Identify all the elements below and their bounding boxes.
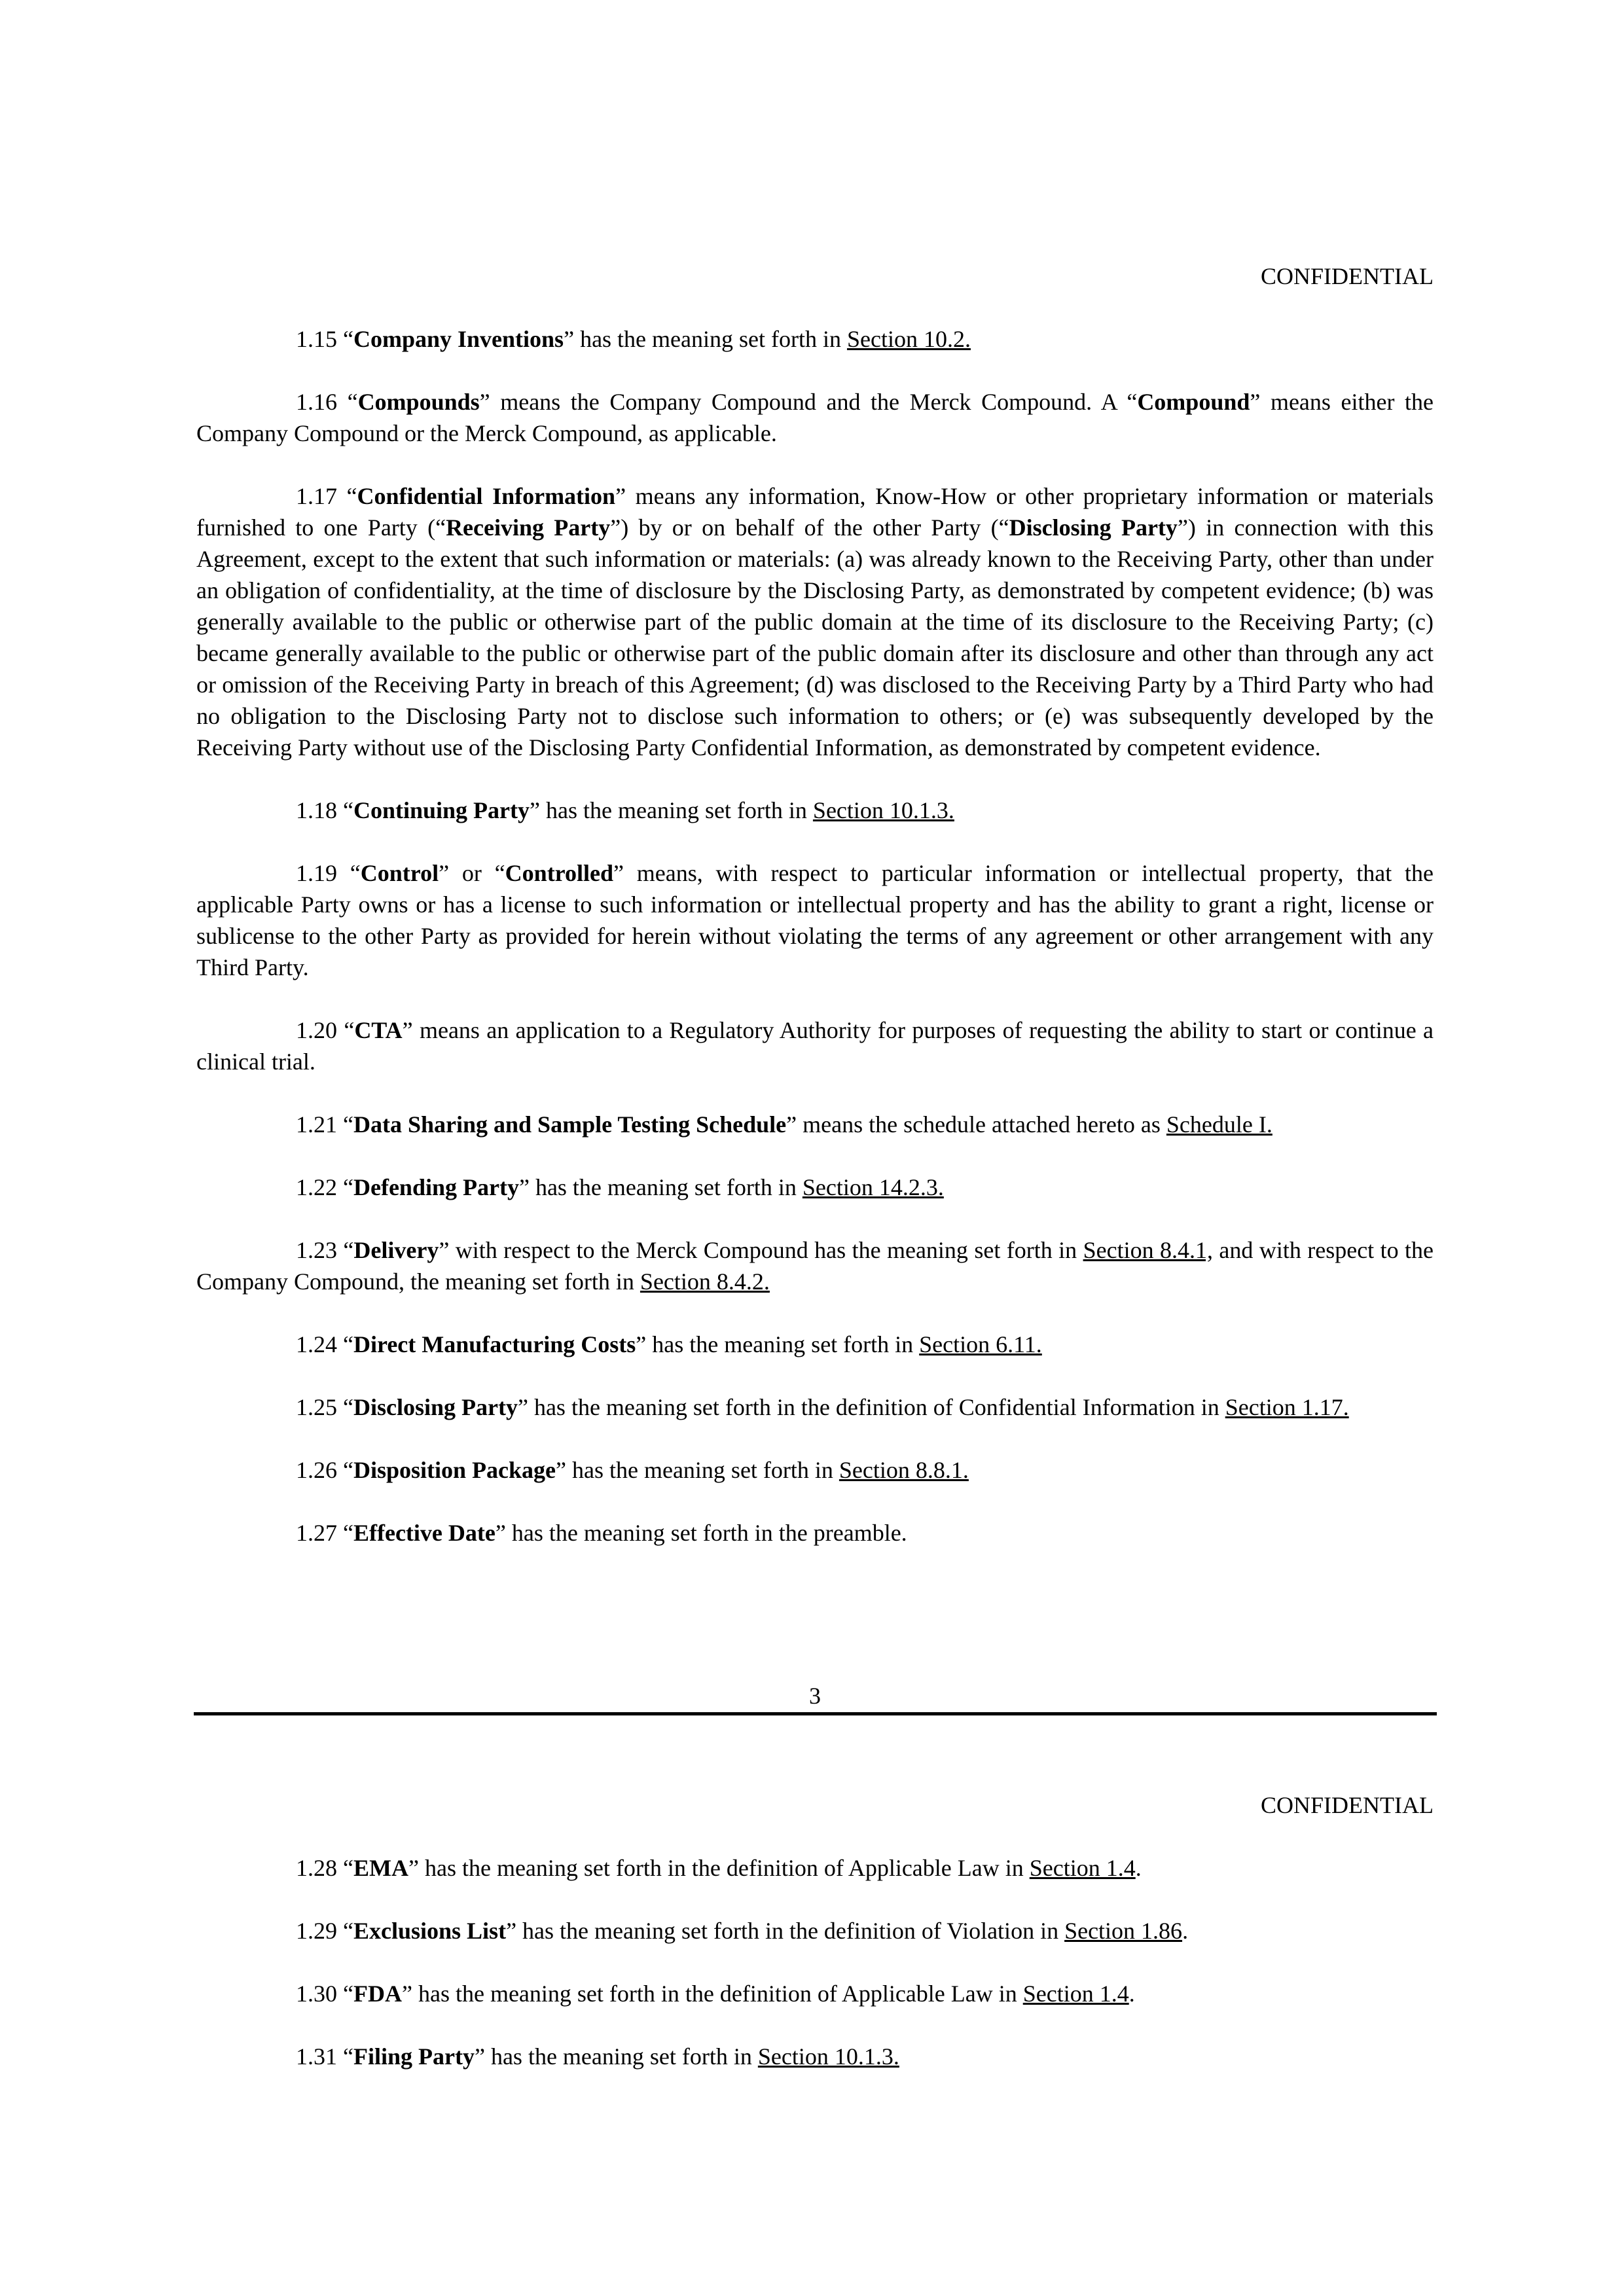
definition-1-16: 1.16 “Compounds” means the Company Compound and the Merck Compound. A “Compound” means either the Company Compound or the Merck Compound, as applicable. [196, 389, 1434, 446]
definition-number: 1.19 [296, 860, 337, 886]
definitions-list [196, 1852, 1434, 2072]
section-reference: Section 10.1.3. [812, 797, 954, 823]
defined-term: Filing Party [353, 2043, 475, 2070]
defined-term: Delivery [353, 1237, 439, 1263]
section-reference: Section 10.2. [846, 326, 971, 352]
section-reference: Section 10.1.3. [757, 2043, 899, 2070]
section-reference: Section 14.2.3. [802, 1174, 944, 1200]
defined-term: Exclusions List [353, 1918, 507, 1944]
definition-number: 1.24 [296, 1331, 337, 1357]
section-reference: Section 6.11. [919, 1331, 1042, 1357]
definition-number: 1.27 [296, 1520, 337, 1546]
defined-term: FDA [353, 1981, 402, 2007]
definition-1-22: 1.22 “Defending Party” has the meaning set forth in Section 14.2.3. [296, 1174, 944, 1200]
definition-1-25: 1.25 “Disclosing Party” has the meaning set forth in the definition of Confidential Information in Section 1.17. [296, 1394, 1349, 1420]
section-reference: Section 8.4.2. [640, 1268, 770, 1295]
section-reference: Section 8.4.1, [1083, 1237, 1213, 1263]
defined-term: Disclosing Party [353, 1394, 518, 1420]
defined-term: Continuing Party [353, 797, 530, 823]
definition-number: 1.23 [296, 1237, 337, 1263]
section-reference: Section 1.17. [1225, 1394, 1349, 1420]
definition-number: 1.31 [296, 2043, 337, 2070]
definition-number: 1.20 [296, 1017, 337, 1043]
definition-1-15: 1.15 “Company Inventions” has the meaning set forth in Section 10.2. [296, 326, 971, 352]
definition-1-28: 1.28 “EMA” has the meaning set forth in the definition of Applicable Law in Section 1.4. [296, 1855, 1142, 1881]
definition-1-24: 1.24 “Direct Manufacturing Costs” has the meaning set forth in Section 6.11. [296, 1331, 1042, 1357]
defined-term: Disclosing Party [1009, 514, 1178, 541]
definition-number: 1.15 [296, 326, 337, 352]
confidential-header: CONFIDENTIAL [1261, 263, 1434, 289]
definition-1-17: 1.17 “Confidential Information” means any information, Know-How or other proprietary information or materials furnished to one Party (“Receiving Party”) by or on behalf of the other Party (“Disclosing Party”) in connection with this Agreement, except to the extent that such information or materials: (a) was already known to the Receiving Party, other than under an obligation of confidentiality, at the time of disclosure by the Disclosing Party, as demonstrated by competent evidence; (b) was generally available to the public or otherwise part of the public domain at the time of its disclosure to the Receiving Party; (c) became generally available to the public or otherwise part of the public domain after its disclosure and other than through any act or omission of the Receiving Party in breach of this Agreement; (d) was disclosed to the Receiving Party by a Third Party who had no obligation to the Disclosing Party not to disclose such information to others; or (e) was subsequently developed by the Receiving Party without use of the Disclosing Party Confidential Information, as demonstrated by competent evidence. [196, 483, 1434, 761]
definition-number: 1.28 [296, 1855, 337, 1881]
defined-term: Receiving Party [446, 514, 611, 541]
page-break-rule [194, 1712, 1437, 1715]
definition-number: 1.29 [296, 1918, 337, 1944]
definition-number: 1.22 [296, 1174, 337, 1200]
defined-term: Company Inventions [353, 326, 564, 352]
definition-number: 1.30 [296, 1981, 337, 2007]
definition-1-29: 1.29 “Exclusions List” has the meaning set forth in the definition of Violation in Section 1.86. [296, 1918, 1189, 1944]
defined-term: Compound [1137, 389, 1250, 415]
definition-1-19: 1.19 “Control” or “Controlled” means, with respect to particular information or intellectual property, that the applicable Party owns or has a license to such information or intellectual property and has the ability to grant a right, license or sublicense to the other Party as provided for herein without violating the terms of any agreement or other arrangement with any Third Party. [196, 860, 1434, 980]
definition-1-31: 1.31 “Filing Party” has the meaning set forth in Section 10.1.3. [296, 2043, 899, 2070]
definition-1-30: 1.30 “FDA” has the meaning set forth in the definition of Applicable Law in Section 1.4. [296, 1981, 1135, 2007]
definition-number: 1.26 [296, 1457, 337, 1483]
defined-term: Direct Manufacturing Costs [353, 1331, 636, 1357]
defined-term: Disposition Package [353, 1457, 556, 1483]
section-reference: Section 1.4 [1029, 1855, 1136, 1881]
definition-1-26: 1.26 “Disposition Package” has the meaning set forth in Section 8.8.1. [296, 1457, 969, 1483]
defined-term: Control [360, 860, 439, 886]
page-number: 3 [809, 1683, 821, 1709]
defined-term: Compounds [357, 389, 480, 415]
defined-term: Defending Party [353, 1174, 519, 1200]
definition-number: 1.21 [296, 1111, 337, 1138]
defined-term: Controlled [505, 860, 614, 886]
defined-term: EMA [353, 1855, 408, 1881]
defined-term: CTA [354, 1017, 403, 1043]
definition-1-18: 1.18 “Continuing Party” has the meaning set forth in Section 10.1.3. [296, 797, 954, 823]
defined-term: Data Sharing and Sample Testing Schedule [353, 1111, 787, 1138]
section-reference: Section 1.4 [1022, 1981, 1129, 2007]
section-reference: Section 8.8.1. [839, 1457, 969, 1483]
definitions-list [196, 323, 1434, 1549]
schedule-reference: Schedule I. [1166, 1111, 1272, 1138]
defined-term: Effective Date [353, 1520, 496, 1546]
definition-number: 1.25 [296, 1394, 337, 1420]
confidential-header: CONFIDENTIAL [1261, 1792, 1434, 1818]
definition-number: 1.16 [296, 389, 337, 415]
definition-number: 1.18 [296, 797, 337, 823]
definition-number: 1.17 [296, 483, 337, 509]
defined-term: Confidential Information [357, 483, 616, 509]
definition-1-23: 1.23 “Delivery” with respect to the Merck Compound has the meaning set forth in Section 8.4.1, and with respect to the Company Compound, the meaning set forth in Section 8.4.2. [196, 1237, 1434, 1295]
definition-1-21: 1.21 “Data Sharing and Sample Testing Schedule” means the schedule attached hereto as Schedule I. [296, 1111, 1272, 1138]
definition-1-20: 1.20 “CTA” means an application to a Regulatory Authority for purposes of requesting the ability to start or continue a clinical trial. [196, 1017, 1434, 1075]
section-reference: Section 1.86 [1064, 1918, 1183, 1944]
definition-1-27: 1.27 “Effective Date” has the meaning set forth in the preamble. [296, 1520, 907, 1546]
